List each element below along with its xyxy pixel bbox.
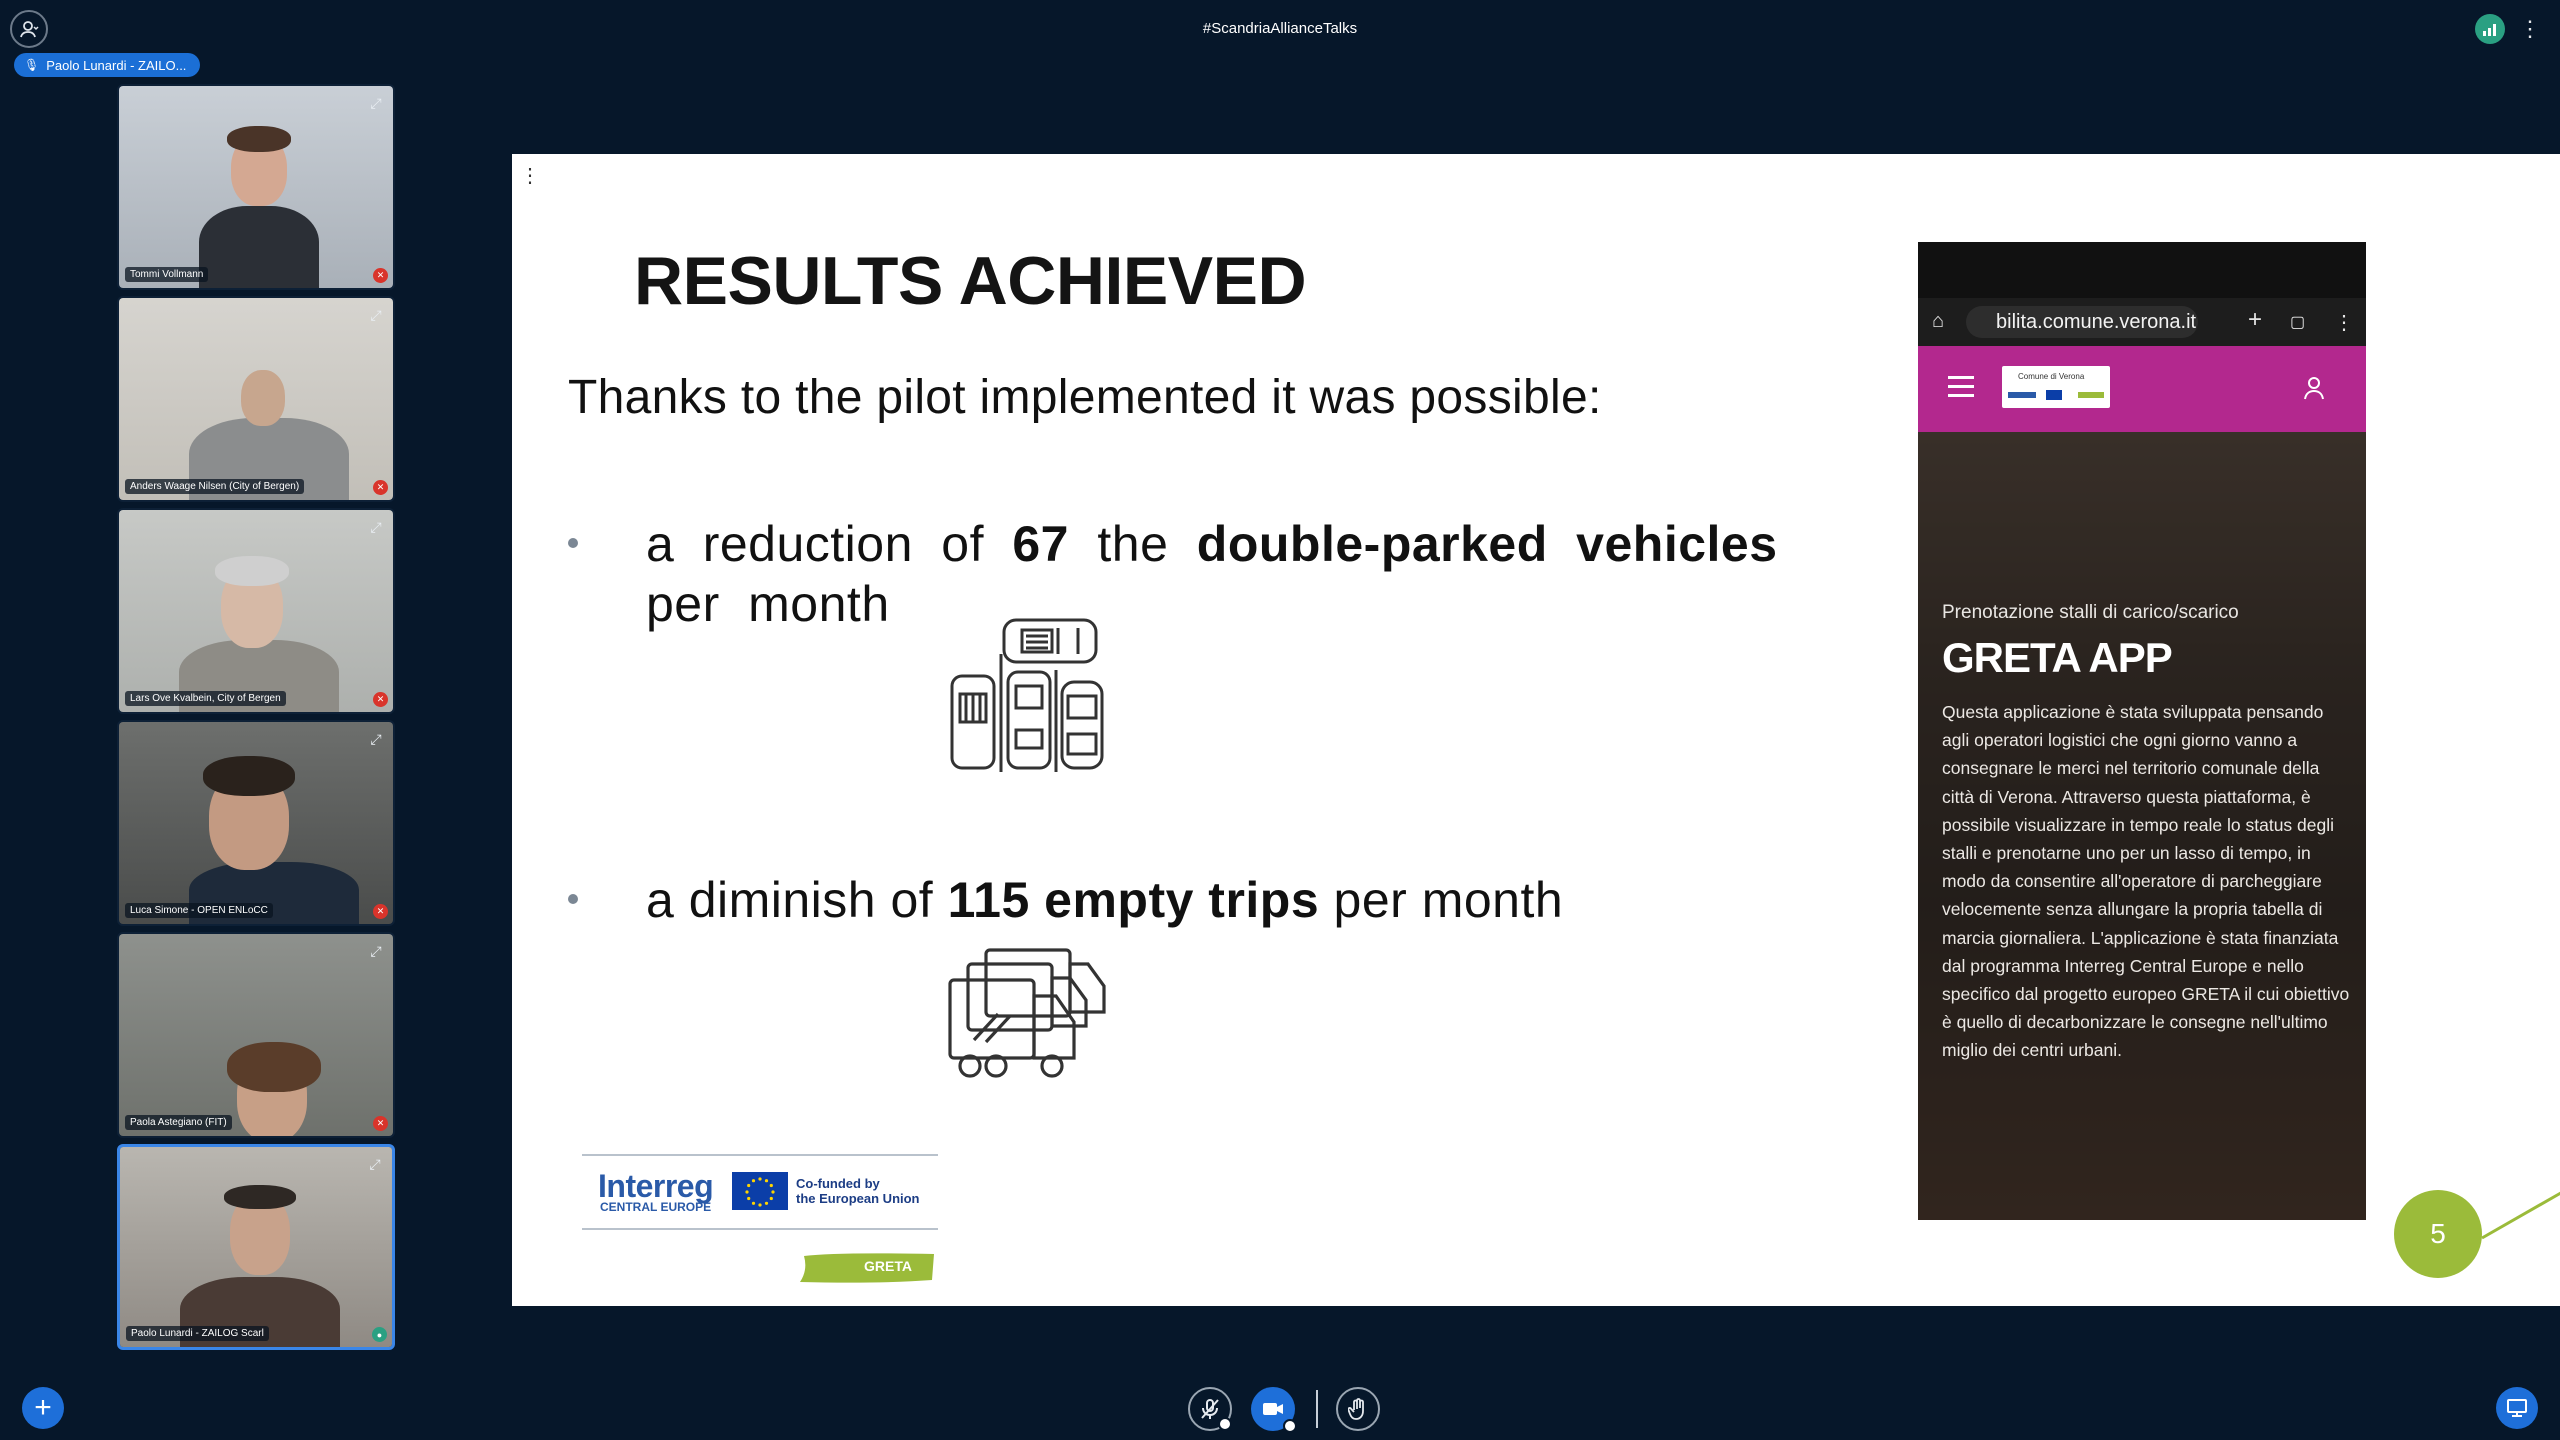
participant-name[interactable]: Anders Waage Nilsen (City of Bergen) bbox=[125, 479, 304, 494]
meeting-title: #ScandriaAllianceTalks bbox=[1202, 20, 1358, 37]
muted-mic-icon: ✕ bbox=[373, 1116, 388, 1131]
app-hero bbox=[1918, 432, 2366, 1220]
webcam-tile-presenter[interactable] bbox=[117, 1144, 395, 1350]
unmute-button[interactable] bbox=[1188, 1387, 1232, 1431]
webcam-tile[interactable] bbox=[117, 720, 395, 926]
connection-status-button[interactable] bbox=[2475, 14, 2505, 44]
interreg-subtitle: CENTRAL EUROPE bbox=[600, 1200, 712, 1214]
fullscreen-icon[interactable]: ⤢ bbox=[370, 942, 382, 959]
slide-title: RESULTS ACHIEVED bbox=[634, 243, 1307, 319]
bullet-dot bbox=[568, 894, 578, 904]
participant-name[interactable]: Lars Ove Kvalbein, City of Bergen bbox=[125, 691, 286, 706]
camera-button[interactable] bbox=[1251, 1387, 1295, 1431]
fullscreen-icon[interactable]: ⤢ bbox=[370, 306, 382, 323]
muted-mic-icon: ✕ bbox=[373, 692, 388, 707]
signal-bars-icon bbox=[2482, 22, 2498, 36]
comune-verona-logo: Comune di Verona bbox=[2002, 366, 2110, 408]
fullscreen-icon[interactable]: ⤢ bbox=[370, 94, 382, 111]
greta-label: GRETA bbox=[864, 1258, 912, 1274]
bullet-dot bbox=[568, 538, 578, 548]
fullscreen-icon[interactable]: ⤢ bbox=[369, 1155, 381, 1172]
top-bar bbox=[0, 0, 2560, 56]
participant-name[interactable]: Tommi Vollmann bbox=[125, 267, 208, 282]
screen-share-icon bbox=[2506, 1398, 2528, 1418]
funding-logos bbox=[582, 1154, 942, 1294]
parked-cars-icon bbox=[948, 614, 1108, 774]
hero-title: GRETA APP bbox=[1942, 634, 2172, 681]
hamburger-menu-icon bbox=[1948, 376, 1974, 403]
microphone-icon: 🎙 bbox=[24, 58, 40, 72]
raise-hand-button[interactable] bbox=[1336, 1387, 1380, 1431]
actions-button[interactable]: + bbox=[22, 1387, 64, 1429]
presenter-indicator[interactable] bbox=[14, 53, 200, 77]
muted-mic-icon: ✕ bbox=[373, 268, 388, 283]
cofunded-text: Co-funded by the European Union bbox=[796, 1176, 920, 1206]
controls-divider bbox=[1316, 1390, 1318, 1428]
video-camera-icon bbox=[1262, 1401, 1284, 1417]
presentation-slide bbox=[512, 154, 2560, 1306]
plus-icon: + bbox=[2248, 306, 2263, 333]
hand-icon bbox=[1348, 1398, 1368, 1420]
active-mic-icon: ● bbox=[372, 1327, 387, 1342]
slide-intro: Thanks to the pilot implemented it was possible: bbox=[568, 371, 1602, 424]
screenshare-button[interactable] bbox=[2496, 1387, 2538, 1429]
webcam-tile[interactable] bbox=[117, 508, 395, 714]
presenter-name: Paolo Lunardi - ZAILO... bbox=[46, 57, 187, 73]
delivery-trucks-icon bbox=[946, 944, 1108, 1082]
interreg-logo: Interreg bbox=[598, 1168, 714, 1204]
muted-mic-icon: ✕ bbox=[373, 480, 388, 495]
muted-mic-icon: ✕ bbox=[373, 904, 388, 919]
webcam-list bbox=[117, 84, 395, 1356]
more-icon: ⋮ bbox=[2334, 312, 2354, 334]
bullet-text: a diminish of 115 empty trips per month bbox=[646, 872, 1564, 928]
hero-description: Questa applicazione è stata sviluppata pensando agli operatori logistici che ogni giorno vanno a consegnare le merci nel territorio comunale della città di Verona. Attraverso questa piattaforma, è possibile visualizzare in tempo reale lo status degli stalli e prenotarne uno per un lasso di tempo, in modo da consentire all'operatore di parcheggiare velocemente senza allungare la propria tabella di marcia giornaliera. L'applicazione è stata finanziata dal programma Interreg Central Europe e nello specifico dal progetto europeo GRETA il cui obiettivo è quello di decarbonizzare le consegne nell'ultimo miglio dei centri urbani. bbox=[1942, 702, 2350, 1061]
tabs-icon: ▢ bbox=[2290, 314, 2306, 331]
presentation-options-button[interactable]: ⋮ bbox=[520, 164, 540, 187]
muted-microphone-icon bbox=[1200, 1398, 1220, 1420]
options-menu-button[interactable]: ⋮ bbox=[2519, 16, 2541, 41]
browser-address-bar bbox=[1918, 298, 2366, 346]
slide-page-number: 5 bbox=[2394, 1190, 2482, 1278]
webcam-tile[interactable] bbox=[117, 84, 395, 290]
url-text: bilita.comune.verona.it bbox=[1966, 306, 2198, 338]
eu-flag-icon bbox=[732, 1172, 788, 1210]
account-icon bbox=[2304, 376, 2324, 400]
participant-name[interactable]: Luca Simone - OPEN ENLoCC bbox=[125, 903, 273, 918]
webcam-tile[interactable] bbox=[117, 296, 395, 502]
home-icon: ⌂ bbox=[1932, 310, 1945, 332]
decorative-line bbox=[2474, 1164, 2560, 1244]
phone-screenshot bbox=[1918, 242, 2366, 1220]
hero-kicker: Prenotazione stalli di carico/scarico bbox=[1942, 602, 2239, 623]
participant-name[interactable]: Paolo Lunardi - ZAILOG Scarl bbox=[126, 1326, 269, 1341]
participant-name[interactable]: Paola Astegiano (FIT) bbox=[125, 1115, 232, 1130]
site-header bbox=[1918, 346, 2366, 432]
fullscreen-icon[interactable]: ⤢ bbox=[370, 518, 382, 535]
bullet-text: a reduction of 67 the double-parked vehicles per month bbox=[646, 516, 1778, 632]
webcam-tile[interactable] bbox=[117, 932, 395, 1138]
fullscreen-icon[interactable]: ⤢ bbox=[370, 730, 382, 747]
